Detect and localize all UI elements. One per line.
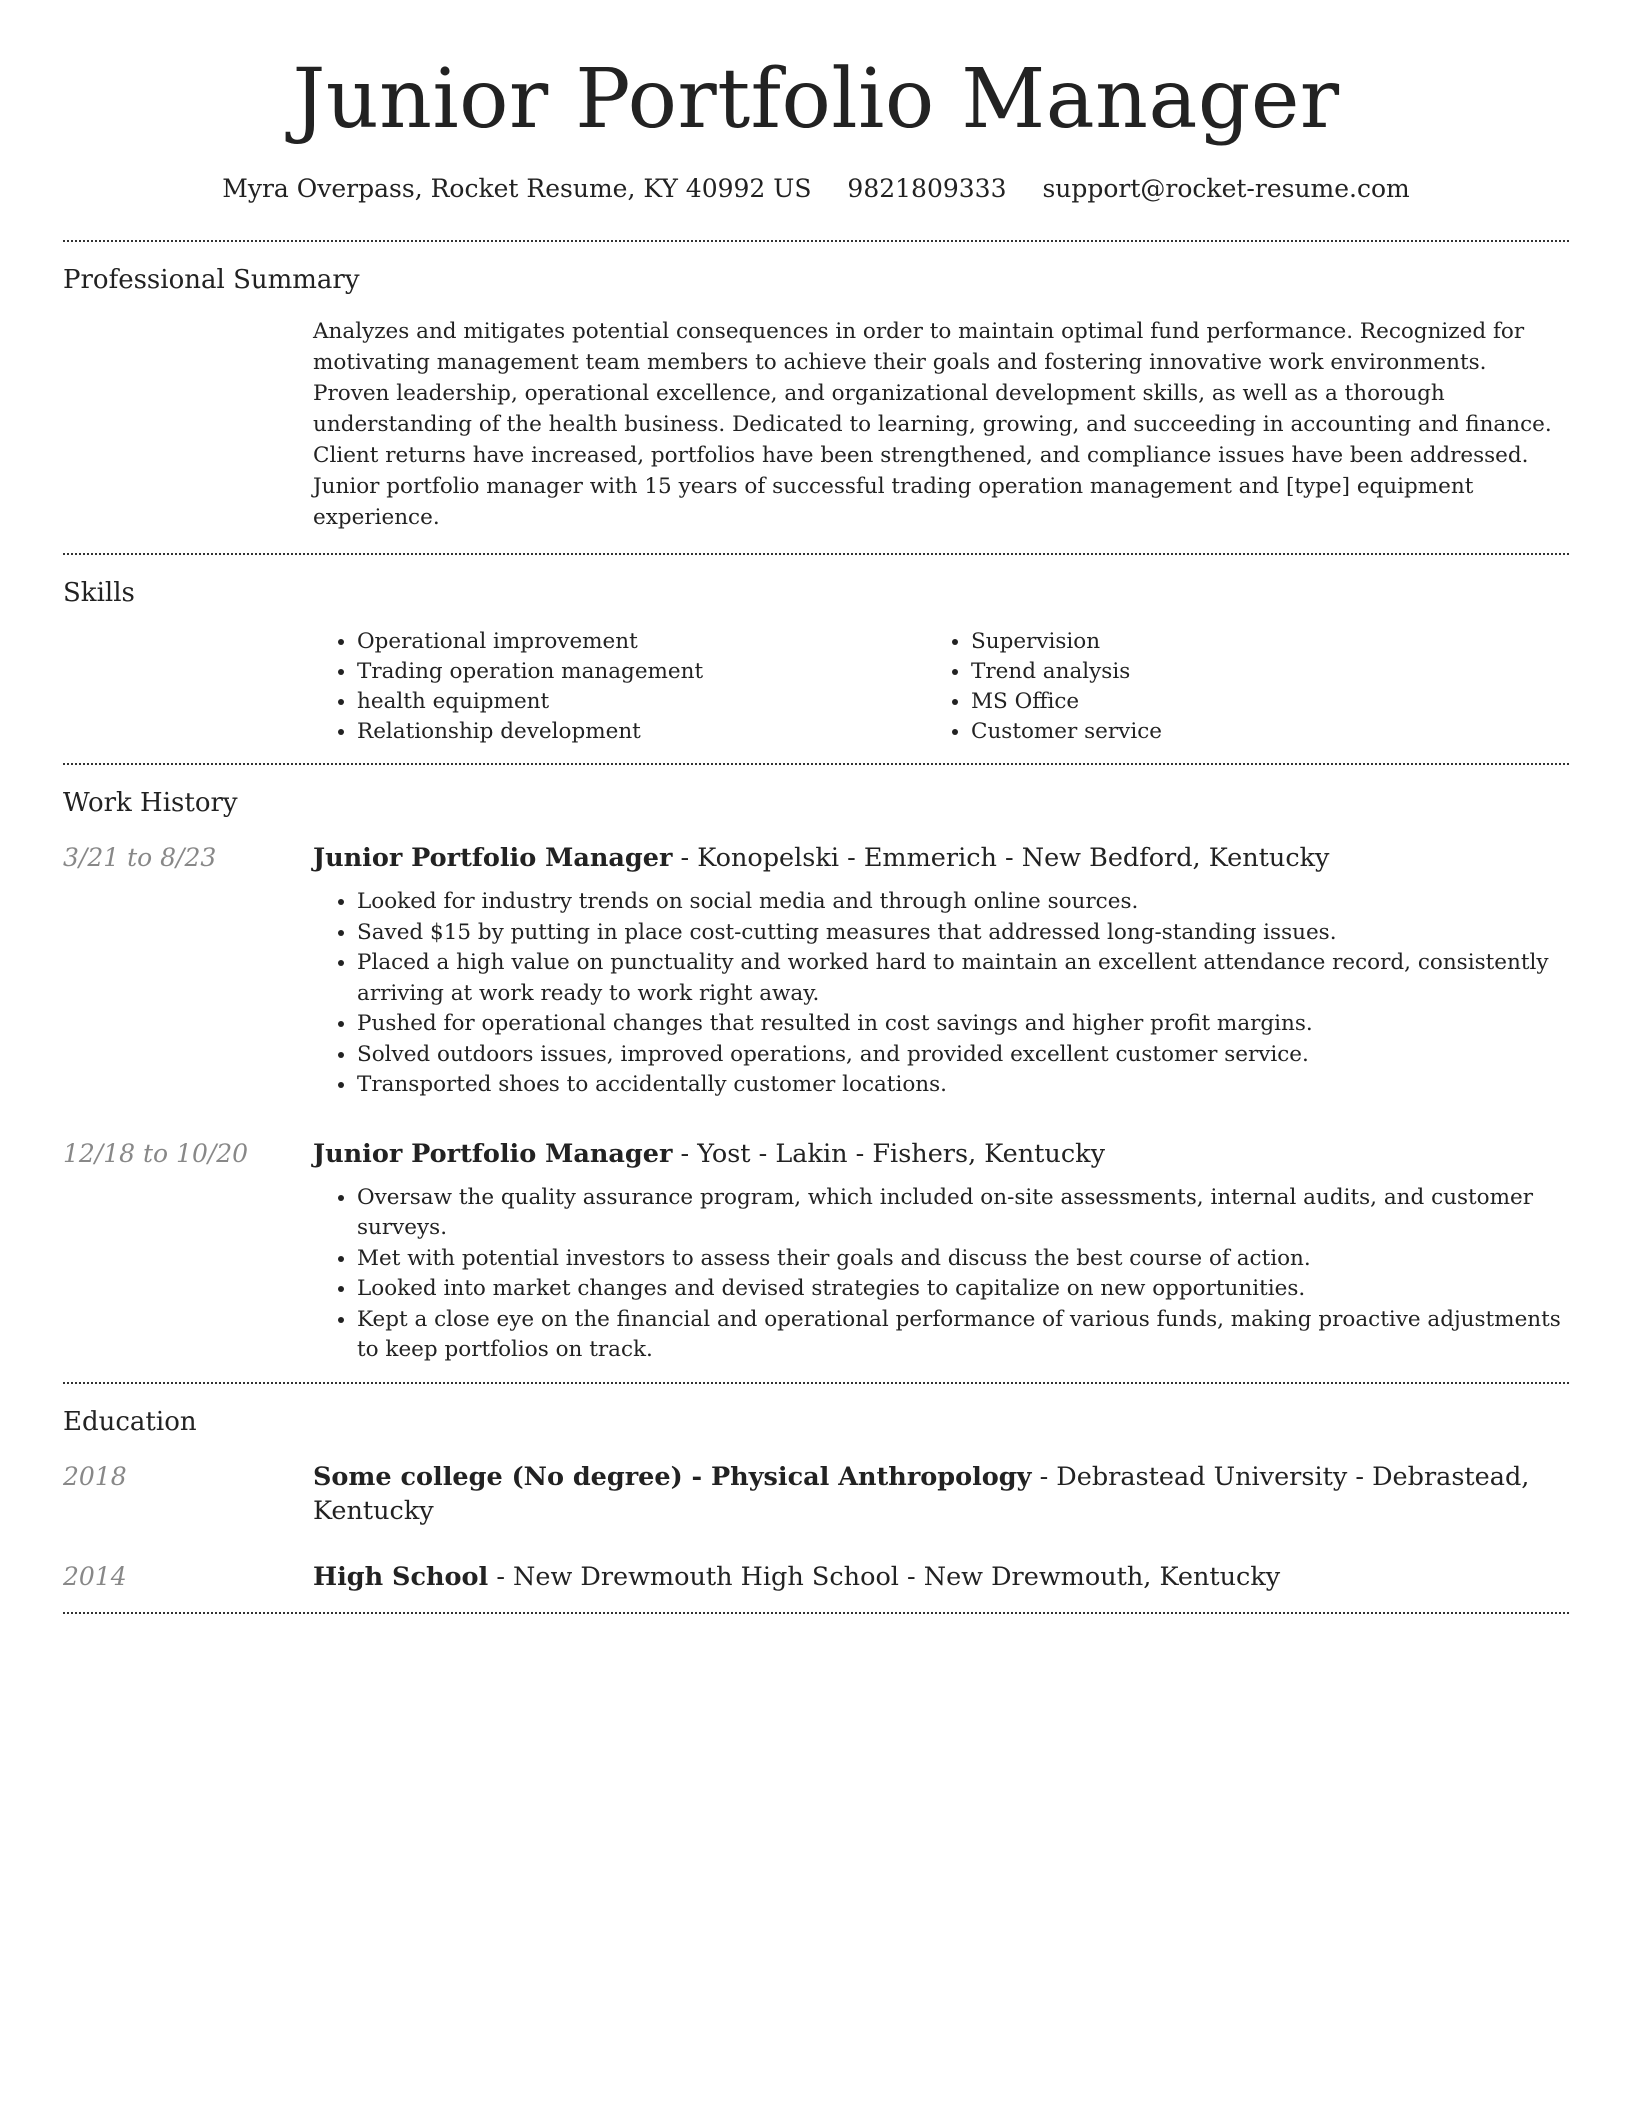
job-employer-location: - Konopelski - Emmerich - New Bedford, Kentucky <box>672 843 1330 873</box>
work-history-title: Work History <box>63 788 238 818</box>
contact-phone: 9821809333 <box>847 174 1007 203</box>
summary-left-spacer <box>63 298 313 553</box>
education-section <box>63 1384 1569 1612</box>
summary-body <box>313 298 1569 553</box>
skills-left-spacer <box>63 611 313 763</box>
job-bullets <box>313 1183 1569 1366</box>
job-bullet: • Looked for industry trends on social media and through online sources. <box>357 887 1569 918</box>
job-bullet: • Kept a close eye on the financial and operational performance of various funds, making proactive adjustments to keep portfolios on track. <box>357 1305 1569 1366</box>
skill-item: • Supervision <box>971 627 1162 657</box>
job-dates: 12/18 to 10/20 <box>63 1138 249 1168</box>
summary-title: Professional Summary <box>63 265 360 295</box>
education-year: 2018 <box>63 1461 127 1491</box>
skill-item: • health equipment <box>357 687 927 717</box>
skill-item: • Trading operation management <box>357 657 927 687</box>
job-details <box>313 841 1569 1101</box>
skill-item: • MS Office <box>971 687 1162 717</box>
job-entry <box>63 1101 1569 1382</box>
work-history-section <box>63 765 1569 1382</box>
job-dates: 3/21 to 8/23 <box>63 843 217 872</box>
job-bullet: • Oversaw the quality assurance program, which included on-site assessments, internal audits, and customer surveys. <box>357 1183 1569 1244</box>
education-degree: High School <box>313 1561 489 1592</box>
skills-column-2 <box>927 627 1162 747</box>
summary-text: Analyzes and mitigates potential consequences in order to maintain optimal fund performance. Recognized for motivating management team members to achieve their goals and fostering innovative work environments. Proven leadership, operational excellence, and organizational development skills, as well as a thorough understanding of the health business. Dedicated to learning, growing, and succeeding in accounting and finance. Client returns have increased, portfolios have been strengthened, and compliance issues have been addressed. Junior portfolio manager with 15 years of successful trading operation management and [type] equipment experience. <box>313 319 1552 530</box>
education-title: Education <box>63 1406 197 1437</box>
education-entry <box>63 1528 1569 1612</box>
job-bullet: • Met with potential investors to assess their goals and discuss the best course of action. <box>357 1244 1569 1275</box>
job-details <box>313 1137 1569 1382</box>
education-details <box>313 1560 1569 1594</box>
contact-email: support@rocket-resume.com <box>1042 174 1410 203</box>
skill-item: • Relationship development <box>357 717 927 747</box>
job-bullet: • Saved $15 by putting in place cost-cutting measures that addressed long-standing issues. <box>357 918 1569 949</box>
skills-section <box>63 555 1569 763</box>
candidate-name: Junior Portfolio Manager <box>292 52 1340 147</box>
section-divider <box>63 1612 1569 1614</box>
skills-grid <box>313 611 1569 763</box>
skill-item: • Customer service <box>971 717 1162 747</box>
job-bullets <box>313 887 1569 1101</box>
job-entry <box>63 821 1569 1101</box>
skills-column-1 <box>313 627 927 747</box>
skills-title: Skills <box>63 578 135 608</box>
summary-row <box>63 298 1569 553</box>
skills-row <box>63 611 1569 763</box>
job-title <box>313 841 1569 875</box>
job-bullet: • Transported shoes to accidentally customer locations. <box>357 1070 1569 1101</box>
job-bullet: • Looked into market changes and devised strategies to capitalize on new opportunities. <box>357 1274 1569 1305</box>
resume-header <box>63 0 1569 206</box>
summary-section <box>63 242 1569 553</box>
job-bullet: • Solved outdoors issues, improved operations, and provided excellent customer service. <box>357 1040 1569 1071</box>
education-entry <box>63 1440 1569 1528</box>
education-details <box>313 1460 1569 1528</box>
skill-item: • Operational improvement <box>357 627 927 657</box>
job-employer-location: - Yost - Lakin - Fishers, Kentucky <box>672 1138 1105 1169</box>
education-degree: Some college (No degree) - Physical Anthropology <box>313 1461 1032 1492</box>
contact-line <box>63 172 1569 206</box>
job-bullet: • Placed a high value on punctuality and worked hard to maintain an excellent attendance record, consistently arriving at work ready to work right away. <box>357 948 1569 1009</box>
job-role: Junior Portfolio Manager <box>313 843 673 873</box>
job-bullet: • Pushed for operational changes that resulted in cost savings and higher profit margins. <box>357 1009 1569 1040</box>
contact-address: Myra Overpass, Rocket Resume, KY 40992 US <box>222 174 812 203</box>
education-year: 2014 <box>63 1561 127 1591</box>
education-school: - New Drewmouth High School - New Drewmouth, Kentucky <box>488 1561 1281 1592</box>
skill-item: • Trend analysis <box>971 657 1162 687</box>
education-school: - Debrastead University - Debrastead, Kentucky <box>313 1461 1530 1526</box>
job-title <box>313 1137 1569 1171</box>
job-role: Junior Portfolio Manager <box>313 1138 673 1169</box>
